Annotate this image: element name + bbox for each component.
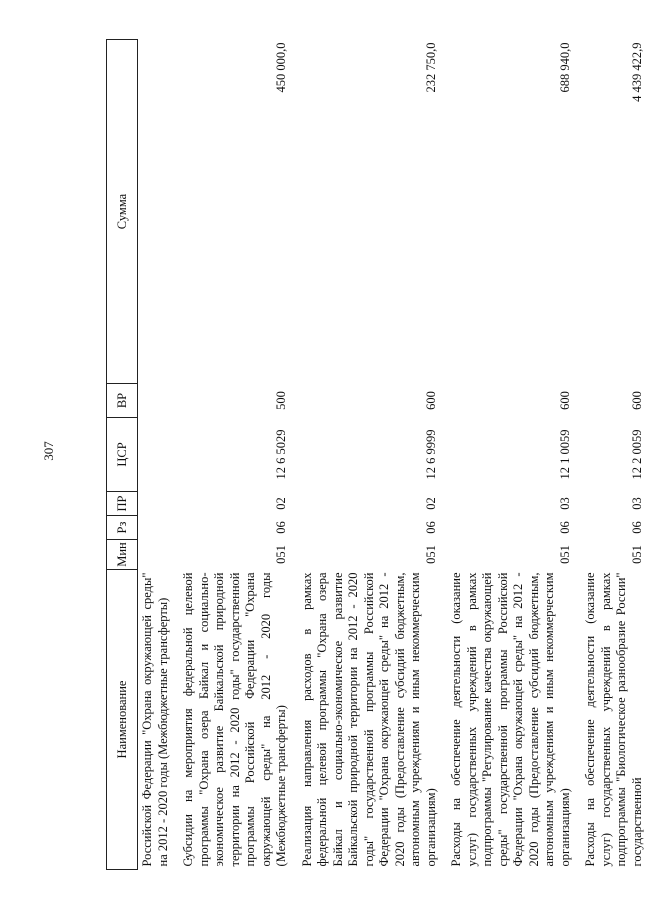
page-number: 307 <box>41 441 56 461</box>
table-row <box>138 40 174 870</box>
row-pr: 02 <box>423 497 438 510</box>
row-sum: 4 439 422,9 <box>629 42 644 102</box>
row-csr: 12 1 0059 <box>557 429 572 480</box>
row-min: 051 <box>423 545 438 564</box>
row-pr: 02 <box>274 497 288 510</box>
row-name: Реализация направления расходов в рамках федеральной целевой программы "Охрана озера Байкал и социально-экономическое развитие Байкальской природной территории на 2012 - 2020 годы" государственной программы Российской Федерации "Охрана окружающей среды" на 2012 - 2020 годы (Предоставление субсидий бюджетным, автономным учреждениям и иным некоммерческим организациям) <box>299 572 438 867</box>
row-rz: 06 <box>629 521 644 534</box>
row-csr: 12 6 9999 <box>423 429 438 480</box>
header-min: Мин <box>107 540 138 570</box>
row-csr <box>138 418 174 492</box>
row-min: 051 <box>274 545 288 564</box>
row-rz: 06 <box>557 521 572 534</box>
row-sum: 232 750,0 <box>423 42 438 93</box>
row-name: Субсидии на мероприятия федеральной целевой программы "Охрана озера Байкал и социально-экономическое развитие Байкальской природной территории на 2012 - 2020 годы" государственной программы Российской Федерации "Охрана окружающей среды" на 2012 - 2020 годы (Межбюджетные трансферты) <box>181 572 288 867</box>
row-pr: 03 <box>629 497 644 510</box>
header-name: Наименование <box>107 570 138 870</box>
row-sum: 450 000,0 <box>274 42 288 93</box>
row-min: 051 <box>557 545 572 564</box>
table-row <box>581 40 647 870</box>
table-row <box>298 40 442 870</box>
header-vr: ВР <box>107 384 138 418</box>
header-pr: ПР <box>107 492 138 516</box>
row-csr: 12 6 5029 <box>274 429 288 480</box>
header-csr: ЦСР <box>107 418 138 492</box>
budget-table-page <box>106 30 644 880</box>
row-vr: 600 <box>629 391 644 410</box>
row-csr: 12 2 0059 <box>629 429 644 480</box>
row-vr: 500 <box>274 391 288 410</box>
row-min: 051 <box>629 545 644 564</box>
header-sum: Сумма <box>107 40 138 384</box>
row-pr: 03 <box>557 497 572 510</box>
row-rz: 06 <box>423 521 438 534</box>
table-row <box>447 40 575 870</box>
row-vr <box>138 384 174 418</box>
row-sum <box>138 40 174 384</box>
header-rz: Рз <box>107 516 138 540</box>
row-vr: 600 <box>423 391 438 410</box>
row-min <box>138 540 174 570</box>
row-name: Расходы на обеспечение деятельности (оказание услуг) государственных учреждений в рамках подпрограммы "Биологическое разнообразие России" государственной <box>583 572 644 867</box>
row-rz: 06 <box>274 521 288 534</box>
row-rz <box>138 516 174 540</box>
budget-table <box>106 39 647 870</box>
row-name: Расходы на обеспечение деятельности (оказание услуг) государственных учреждений в рамках подпрограммы "Регулирование качества окружающей среды" государственной программы Российской Федерации "Охрана окружающей среды" на 2012 - 2020 годы (Предоставление субсидий бюджетным, автономным учреждениям и иным некоммерческим организациям) <box>449 572 572 867</box>
table-header-row <box>107 40 138 870</box>
row-sum: 688 940,0 <box>557 42 572 93</box>
table-row <box>179 40 292 870</box>
row-pr <box>138 492 174 516</box>
row-name: Российской Федерации "Охрана окружающей среды" на 2012 - 2020 годы (Межбюджетные трансферты) <box>140 572 170 867</box>
row-vr: 600 <box>557 391 572 410</box>
